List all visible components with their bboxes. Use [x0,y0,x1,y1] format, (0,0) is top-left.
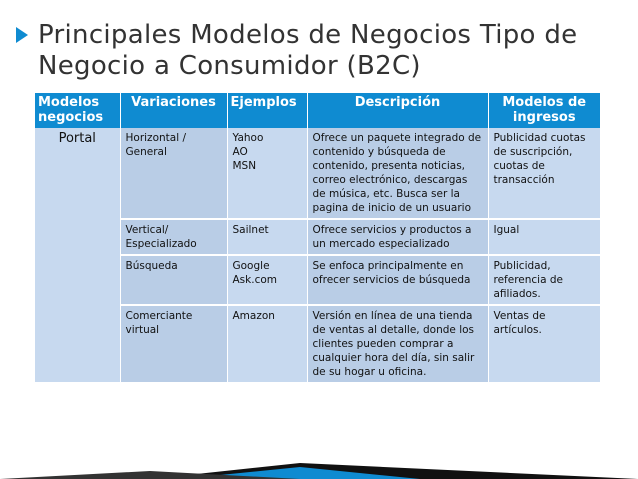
header-modelos-ingresos: Modelos de ingresos [488,93,600,128]
examples-cell: Sailnet [227,219,307,255]
table-row [35,255,600,305]
table-row [35,128,600,219]
examples-cell: Google Ask.com [227,255,307,305]
table-header-row [35,93,600,128]
header-descripcion: Descripción [307,93,488,128]
revenue-cell: Ventas de artículos. [488,305,600,383]
header-modelos-negocios: Modelos negocios [35,93,120,128]
category-cell: Portal [35,128,120,383]
variation-cell: Horizontal / General [120,128,227,219]
description-cell: Versión en línea de una tienda de ventas al detalle, donde los clientes pueden comprar a cualquier hora del día, sin salir de su hogar u oficina. [307,305,488,383]
header-variaciones: Variaciones [120,93,227,128]
revenue-cell: Publicidad cuotas de suscripción, cuotas de transacción [488,128,600,219]
triangle-bullet-icon [16,27,28,43]
b2c-models-table [35,93,600,384]
description-cell: Ofrece servicios y productos a un mercado especializado [307,219,488,255]
slide-title: Principales Modelos de Negocios Tipo de Negocio a Consumidor (B2C) [38,20,578,81]
revenue-cell: Publicidad, referencia de afiliados. [488,255,600,305]
header-ejemplos: Ejemplos [227,93,307,128]
variation-cell: Comerciante virtual [120,305,227,383]
examples-cell: Amazon [227,305,307,383]
description-cell: Se enfoca principalmente en ofrecer servicios de búsqueda [307,255,488,305]
footer-decoration [0,461,638,479]
examples-cell: Yahoo AO MSN [227,128,307,219]
table-row [35,219,600,255]
description-cell: Ofrece un paquete integrado de contenido y búsqueda de contenido, presenta noticias, correo electrónico, descargas de música, etc. Busca ser la pagina de inicio de un usuario [307,128,488,219]
variation-cell: Búsqueda [120,255,227,305]
variation-cell: Vertical/ Especializado [120,219,227,255]
revenue-cell: Igual [488,219,600,255]
table-row [35,305,600,383]
